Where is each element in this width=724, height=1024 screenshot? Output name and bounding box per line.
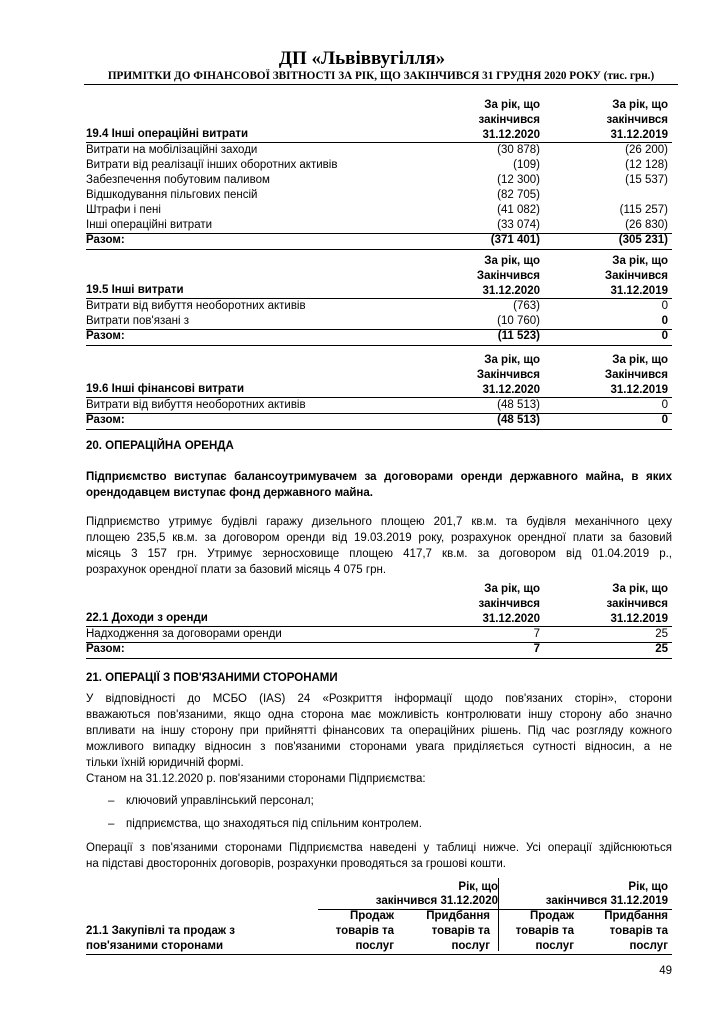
table-22-1 [86,582,672,657]
total-2020: 7 [533,643,540,655]
table-19-6 [86,353,672,428]
total-label: Разом: [86,330,125,342]
text-line: тільки їхній юридичній формі. [86,757,244,769]
text-line: У відповідності до МСБО (IAS) 24 «Розкриття інформації щодо пов'язаних сторін», сторони [86,693,672,705]
group-header-2020-line1: Рік, що [458,881,498,893]
text-line: орендодавцем виступає фонд державного майна. [86,487,373,499]
total-row [86,329,672,344]
dash-bullet-icon: – [108,818,115,830]
related-parties-paragraph [86,691,672,771]
value-2020: (48 513) [497,399,540,411]
total-2019: 0 [661,414,668,426]
value-2020: (763) [513,300,540,312]
value-2020: (10 760) [497,315,540,327]
divider [86,954,672,955]
row-label: Штрафи і пені [86,204,161,216]
table-title: 19.4 Інші операційні витрати [86,128,249,140]
total-row [86,413,672,428]
table-19-4 [86,98,672,246]
table-title: 22.1 Доходи з оренди [86,612,208,624]
text-line: Підприємство виступає балансоутримувачем за договорами оренди державного майна, в яких [86,471,672,483]
value-2020: (109) [513,159,540,171]
value-2019: 0 [661,399,668,411]
total-row [86,233,672,248]
value-2019: (26 830) [625,219,668,231]
value-2020: (12 300) [497,174,540,186]
table-19-5 [86,254,672,344]
table-title-row [86,127,672,142]
row-label: Надходження за договорами оренди [86,628,282,640]
total-2020: (48 513) [497,414,540,426]
row-label: Витрати пов'язані з [86,315,189,327]
text-line: місяць 3 157 грн. Утримує зерносховище площею 417,7 кв.м. за договором від 01.04.2019 р., [86,548,672,560]
section-heading-21: 21. ОПЕРАЦІЇ З ПОВ'ЯЗАНИМИ СТОРОНАМИ [86,672,338,684]
text-line: площею 235,5 кв.м. за договором оренди від 19.03.2019 року, розрахунок орендної плати за базовий [86,532,672,544]
total-2020: (11 523) [497,330,540,342]
total-2020: (371 401) [490,234,540,246]
table-title: 21.1 Закупівлі та продаж з пов'язаними сторонами [86,925,235,952]
total-label: Разом: [86,643,125,655]
divider [86,429,672,430]
table-title: 19.5 Інші витрати [86,284,184,296]
column-header-sales-2019: Продаж товарів та послуг [515,910,574,952]
table-title-row [86,382,672,397]
text-line: Станом на 31.12.2020 р. пов'язаними сторонами Підприємства: [86,773,426,785]
section-heading-20: 20. ОПЕРАЦІЙНА ОРЕНДА [86,440,234,452]
row-label: Витрати від реалізації інших оборотних активів [86,159,338,171]
group-header-2020-line2: закінчився 31.12.2020 [375,895,498,907]
header-rule [84,84,678,85]
row-label: Забезпечення побутовим паливом [86,174,270,186]
divider [86,249,672,250]
column-header-purchases-2019: Придбання товарів та послуг [604,910,668,952]
bold-paragraph [86,469,672,501]
total-2019: 0 [661,330,668,342]
list-item-text: ключовий управлінський персонал; [126,795,314,807]
document-subtitle: ПРИМІТКИ ДО ФІНАНСОВОЇ ЗВІТНОСТІ ЗА РІК, ЩО ЗАКІНЧИВСЯ 31 ГРУДНЯ 2020 РОКУ (тис. грн.) [107,70,655,82]
company-name: ДП «Львіввугілля» [278,48,446,69]
row-label: Витрати на мобілізаційні заходи [86,144,258,156]
divider [86,658,672,659]
value-2020: (82 705) [497,189,540,201]
table-row [86,299,672,314]
row-label: Витрати від вибуття необоротних активів [86,300,306,312]
total-2019: 25 [655,643,668,655]
value-2019: 0 [661,300,668,312]
column-header-purchases-2020: Придбання товарів та послуг [426,910,490,952]
text-line: Підприємство утримує будівлі гаражу дизельного площею 201,7 кв.м. та будівля механічного цеху [86,516,672,528]
list-item-text: підприємства, що знаходяться під спільним контролем. [126,818,422,830]
column-header-2020: За рік, що Закінчився 31.12.2020 [476,354,540,396]
text-line: розрахунок орендної плати за базовий місяць 4 075 грн. [86,564,387,576]
lease-paragraph [86,514,672,578]
text-line: можливого випадку відносин з пов'язаними сторонами увага приділяється сутності відносин, а не [86,741,672,753]
row-label: Інші операційні витрати [86,219,213,231]
total-row [86,642,672,657]
text-line: на підставі двосторонніх договорів, розрахунки проводяться за грошові кошти. [86,858,506,870]
table-row [86,173,672,188]
value-2020: (41 082) [497,204,540,216]
total-label: Разом: [86,414,125,426]
group-header-2019-line1: Рік, що [628,881,668,893]
total-label: Разом: [86,234,125,246]
value-2019: (26 200) [625,144,668,156]
column-header-2019: За рік, що закінчився 31.12.2019 [606,99,668,141]
group-header-2019-line2: закінчився 31.12.2019 [545,895,668,907]
column-header-2019: За рік, що закінчився 31.12.2019 [606,583,668,625]
total-2019: (305 231) [618,234,668,246]
table-title-row [86,283,672,298]
row-label: Відшкодування пільгових пенсій [86,189,258,201]
value-2020: (30 878) [497,144,540,156]
table-title: 19.6 Інші фінансові витрати [86,383,245,395]
transactions-paragraph [86,840,672,872]
value-2019: 25 [655,628,668,640]
text-line: Операції з пов'язаними сторонами Підприємства наведені у таблиці нижче. Усі операції здійснюються [86,842,672,854]
table-row [86,203,672,218]
value-2019: (15 537) [625,174,668,186]
table-row [86,143,672,158]
table-row [86,314,672,329]
list-item [108,818,422,830]
row-label: Витрати від вибуття необоротних активів [86,399,306,411]
value-2019: 0 [661,315,668,327]
related-parties-intro [86,771,672,787]
divider [86,345,672,346]
column-header-2020: За рік, що Закінчився 31.12.2020 [476,255,540,297]
table-row [86,218,672,233]
table-row [86,188,672,203]
value-2019: (115 257) [619,204,668,216]
table-title-row [86,611,672,626]
page-number: 49 [659,965,672,977]
table-row [86,627,672,642]
column-header-2020: За рік, що закінчився 31.12.2020 [478,99,540,141]
text-line: вважаються пов'язаними, якщо одна сторона має можливість контролювати іншу сторону або значно [86,709,672,721]
table-row [86,398,672,413]
dash-bullet-icon: – [108,795,115,807]
value-2020: 7 [533,628,540,640]
value-2020: (33 074) [497,219,540,231]
table-21-1 [86,878,672,953]
column-header-2019: За рік, що Закінчився 31.12.2019 [604,354,668,396]
column-header-2019: За рік, що Закінчився 31.12.2019 [604,255,668,297]
text-line: впливати на іншу сторону при прийнятті фінансових та операційних рішень. Під час розгляду кожного [86,725,672,737]
table-row [86,158,672,173]
list-item [108,795,314,807]
column-header-2020: За рік, що закінчився 31.12.2020 [478,583,540,625]
value-2019: (12 128) [625,159,668,171]
column-header-sales-2020: Продаж товарів та послуг [335,910,394,952]
